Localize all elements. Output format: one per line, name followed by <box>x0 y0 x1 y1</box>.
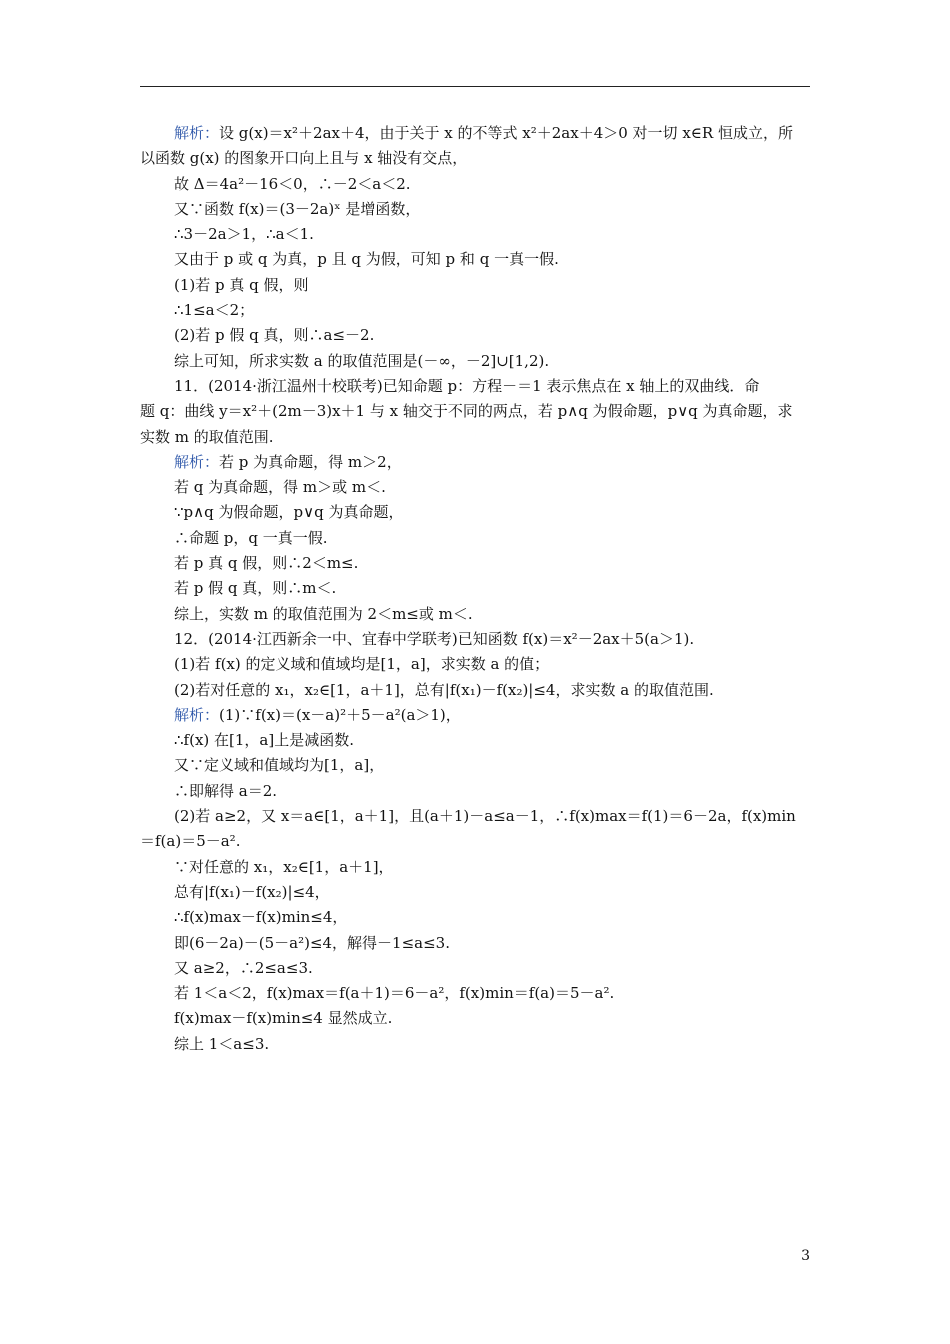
text-line <box>140 374 812 399</box>
line-text: ∴f(x) 在[1，a]上是减函数. <box>174 731 354 750</box>
analysis-label: 解析： <box>174 705 220 724</box>
text-line <box>140 526 812 551</box>
text-line <box>140 121 812 146</box>
line-text: 又∵函数 f(x)＝(3－2a)ˣ 是增函数， <box>174 199 421 218</box>
text-line <box>140 602 812 627</box>
line-text: 综上 1＜a≤3. <box>174 1034 270 1053</box>
analysis-label: 解析： <box>174 452 220 471</box>
line-text: 题 q：曲线 y＝x²＋(2m－3)x＋1 与 x 轴交于不同的两点，若 p∧q 为假命题，p∨q 为真命题，求 <box>140 402 793 421</box>
text-line <box>140 779 812 804</box>
text-line <box>140 905 812 930</box>
line-text: 12．(2014·江西新余一中、宜春中学联考)已知函数 f(x)＝x²－2ax＋5(a＞1). <box>174 629 695 648</box>
line-text: 实数 m 的取值范围. <box>140 427 274 446</box>
text-line <box>140 146 812 171</box>
line-text: (2)若 a≥2，又 x＝a∈[1，a＋1]，且(a＋1)－a≤a－1，∴f(x)max＝f(1)＝6－2a，f(x)min <box>174 807 796 826</box>
text-line <box>140 956 812 981</box>
line-text: 又 a≥2，∴2≤a≤3. <box>174 958 313 977</box>
text-line <box>140 197 812 222</box>
line-text: 11．(2014·浙江温州十校联考)已知命题 p：方程－＝1 表示焦点在 x 轴上的双曲线．命 <box>174 376 760 395</box>
line-text: 若 q 为真命题，得 m＞或 m＜. <box>174 478 386 497</box>
line-text: 综上可知，所求实数 a 的取值范围是(－∞，－2]∪[1,2). <box>174 351 550 370</box>
line-text: ＝f(a)＝5－a². <box>140 832 241 851</box>
text-line <box>140 298 812 323</box>
text-line <box>140 576 812 601</box>
line-text: f(x)max－f(x)min≤4 显然成立. <box>174 1009 393 1028</box>
line-text: 又∵定义域和值域均为[1，a]， <box>174 756 385 775</box>
line-text: (2)若对任意的 x₁，x₂∈[1，a＋1]，总有|f(x₁)－f(x₂)|≤4，求实数 a 的取值范围. <box>174 680 714 699</box>
text-line <box>140 678 812 703</box>
text-line <box>140 450 812 475</box>
line-text: 故 Δ＝4a²－16＜0，∴－2＜a＜2. <box>174 174 411 193</box>
text-line <box>140 222 812 247</box>
line-text: 综上，实数 m 的取值范围为 2＜m≤或 m＜. <box>174 604 473 623</box>
text-line <box>140 551 812 576</box>
text-line <box>140 981 812 1006</box>
line-text: (1)若 f(x) 的定义域和值域均是[1，a]，求实数 a 的值； <box>174 655 550 674</box>
text-line <box>140 323 812 348</box>
line-text: 设 g(x)＝x²＋2ax＋4，由于关于 x 的不等式 x²＋2ax＋4＞0 对一切 x∈R 恒成立，所 <box>219 124 793 142</box>
text-line <box>140 399 812 424</box>
document-body <box>140 121 812 1057</box>
text-line <box>140 425 812 450</box>
line-text: 又由于 p 或 q 为真，p 且 q 为假，可知 p 和 q 一真一假. <box>174 250 559 269</box>
text-line <box>140 1006 812 1031</box>
text-line <box>140 247 812 272</box>
line-text: (1)若 p 真 q 假，则 <box>174 275 309 294</box>
text-line <box>140 273 812 298</box>
header-rule <box>140 86 810 87</box>
text-line <box>140 500 812 525</box>
text-line <box>140 1032 812 1057</box>
text-line <box>140 172 812 197</box>
text-line <box>140 728 812 753</box>
line-text: ∴f(x)max－f(x)min≤4， <box>174 908 348 927</box>
text-line <box>140 349 812 374</box>
line-text: 以函数 g(x) 的图象开口向上且与 x 轴没有交点， <box>140 149 468 168</box>
line-text: (2)若 p 假 q 真，则∴a≤－2. <box>174 326 375 345</box>
text-line <box>140 931 812 956</box>
line-text: (1)∵f(x)＝(x－a)²＋5－a²(a＞1)， <box>219 705 461 724</box>
line-text: 若 1＜a＜2，f(x)max＝f(a＋1)＝6－a²，f(x)min＝f(a)＝5－a². <box>174 984 615 1003</box>
text-line <box>140 804 812 829</box>
text-line <box>140 475 812 500</box>
page-number: 3 <box>801 1248 810 1264</box>
line-text: ∵p∧q 为假命题，p∨q 为真命题， <box>174 503 404 522</box>
text-line <box>140 855 812 880</box>
line-text: 即(6－2a)－(5－a²)≤4，解得－1≤a≤3. <box>174 933 450 952</box>
text-line <box>140 652 812 677</box>
line-text: 若 p 假 q 真，则∴m＜. <box>174 579 337 598</box>
line-text: ∴3－2a＞1，∴a＜1. <box>174 225 314 244</box>
line-text: ∴命题 p，q 一真一假. <box>174 528 328 547</box>
text-line <box>140 880 812 905</box>
line-text: 总有|f(x₁)－f(x₂)|≤4， <box>174 882 330 901</box>
line-text: ∵对任意的 x₁，x₂∈[1，a＋1]， <box>174 857 394 876</box>
text-line <box>140 753 812 778</box>
text-line <box>140 627 812 652</box>
line-text: ∴即解得 a＝2. <box>174 781 278 800</box>
line-text: 若 p 为真命题，得 m＞2， <box>219 452 402 471</box>
line-text: ∴1≤a＜2； <box>174 301 255 320</box>
line-text: 若 p 真 q 假，则∴2＜m≤. <box>174 554 359 573</box>
text-line <box>140 703 812 728</box>
text-line <box>140 829 812 854</box>
analysis-label: 解析： <box>174 124 220 142</box>
